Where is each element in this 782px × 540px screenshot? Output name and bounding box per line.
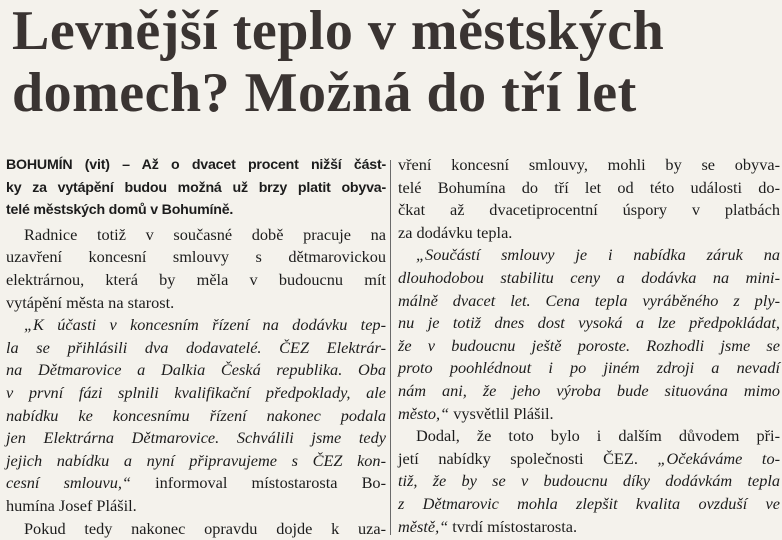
attribution: vysvětlil Plášil. [449,404,553,423]
lead-paragraph [6,154,386,222]
quote-line: proto poohlédnout i po jiném zdroji a nevadí [398,357,780,380]
text-line: Dodal, že toto bylo i dalším důvodem při- [398,425,780,448]
text-line: Pokud tedy nakonec opravdu dojde k uza- [6,518,386,540]
quote-line: málně dvacet let. Cena tepla vyráběného z ply- [398,290,780,313]
quote-line: že v budoucnu ještě poroste. Rozhodli jsme se [398,335,780,358]
quote-line: z Dětmarovic mohla zlepšit kvalita ovzduší ve [398,493,780,516]
quote-line: dlouhodobou stabilitu ceny a dodávka na mini- [398,267,780,290]
quote-line: v první fázi splnili kvalifikační předpoklady, ale [6,382,386,405]
mixed-line [6,472,386,495]
mixed-line [398,516,780,539]
lead-line: telé městských domů v Bohumíně. [6,199,386,222]
mixed-line [398,448,780,471]
quote-line: nabídku ke koncesnímu řízení nakonec podala [6,405,386,428]
attribution: tvrdí místostarosta. [448,517,577,536]
paragraph-2-quote [6,314,386,517]
text-line: Radnice totiž v současné době pracuje na [6,224,386,247]
column-divider [390,160,391,535]
quote-line: la se přihlásili dva dodavatelé. ČEZ Elektrár- [6,337,386,360]
quote-end: cesní smlouvu,“ [6,473,131,492]
quote-line: tiž, že by se v budoucnu díky dodávkám tepla [398,470,780,493]
lead-line: ky za vytápění budou možná už brzy platit obyva- [6,177,386,200]
quote-start: „Očekáváme to- [657,449,780,468]
headline [12,0,782,124]
headline-line-2: domech? Možná do tří let [12,62,782,124]
attribution: informoval místostarosta Bo- [131,473,386,492]
text-line: uzavření koncesní smlouvy s dětmarovickou [6,246,386,269]
text-line: vytápění města na starost. [6,292,386,315]
article-column-left [6,154,386,540]
quote-end: město,“ [398,404,449,423]
quote-line: „K účasti v koncesním řízení na dodávku tep- [6,314,386,337]
quote-end: městě,“ [398,517,448,536]
paragraph-quote-2 [398,244,780,425]
quote-line: nu je totiž dnes dost vysoká a lze předpokládat, [398,312,780,335]
text-line: vření koncesní smlouvy, mohli by se obyva- [398,154,780,177]
paragraph-final [398,425,780,538]
paragraph-continued [398,154,780,244]
quote-line: na Dětmarovice a Dalkia Česká republika. Oba [6,359,386,382]
text-line: elektrárnou, která by měla v budoucnu mít [6,269,386,292]
lead-line: BOHUMÍN (vit) – Až o dvacet procent nižší část- [6,154,386,177]
headline-line-1: Levnější teplo v městských [12,0,782,62]
text-line: telé Bohumína do tří let od této události do- [398,177,780,200]
text-line: humína Josef Plášil. [6,495,386,518]
mixed-line [398,403,780,426]
quote-line: nám ani, že jeho výroba bude situována mimo [398,380,780,403]
text-line: za dodávku tepla. [398,222,780,245]
text-part: jetí nabídky společnosti ČEZ. [398,449,657,468]
text-line: čkat až dvacetiprocentní úspory v platbách [398,199,780,222]
article-column-right [398,154,780,538]
quote-line: „Součástí smlouvy je i nabídka záruk na [398,244,780,267]
quote-line: jen Elektrárna Dětmarovice. Schválili jsme tedy [6,427,386,450]
paragraph-1 [6,224,386,314]
quote-line: jejich nabídku a nyní připravujeme s ČEZ kon- [6,450,386,473]
paragraph-3 [6,518,386,540]
